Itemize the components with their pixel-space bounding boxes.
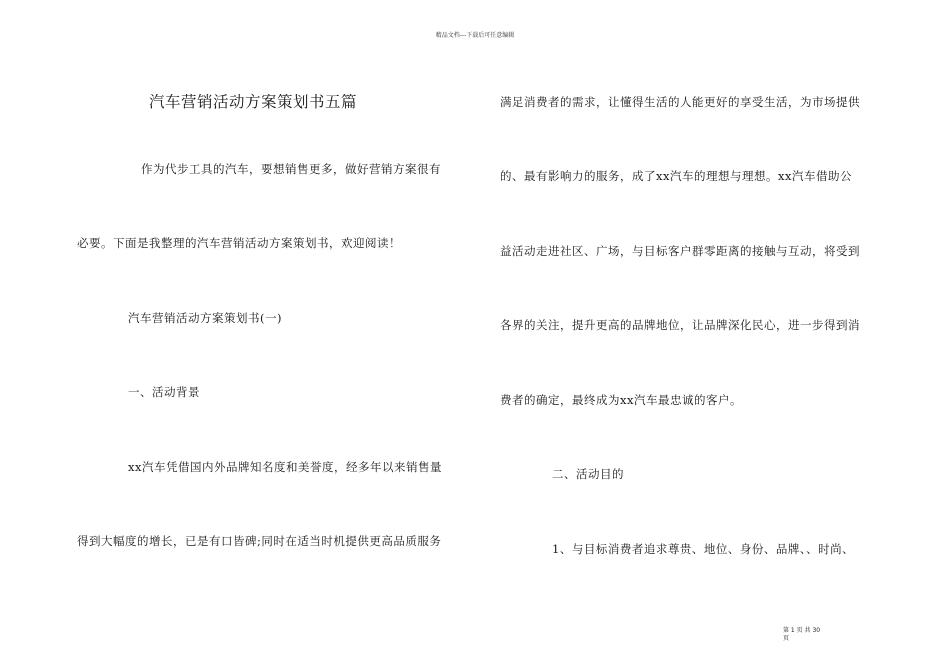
paragraph-line: 得到大幅度的增长，已是有口皆碑;同时在适当时机提供更高品质服务 <box>77 534 442 548</box>
paragraph-line: 费者的确定，最终成为xx汽车最忠诚的客户。 <box>500 393 742 407</box>
paragraph-line: 必要。下面是我整理的汽车营销活动方案策划书，欢迎阅读！ <box>77 236 401 250</box>
document-title: 汽车营销活动方案策划书五篇 <box>149 93 358 111</box>
section-heading: 一、活动背景 <box>128 385 200 399</box>
paragraph-line: 的、最有影响力的服务，成了xx汽车的理想与理想。xx汽车借助公 <box>500 169 852 183</box>
section-heading: 二、活动目的 <box>552 467 624 481</box>
paragraph-line: 益活动走进社区、广场，与目标客户群零距离的接触与互动，将受到 <box>500 244 860 258</box>
paragraph-line: 作为代步工具的汽车，要想销售更多，做好营销方案很有 <box>141 162 441 176</box>
paragraph-line: 各界的关注，提升更高的品牌地位，让品牌深化民心，进一步得到消 <box>500 318 860 332</box>
section-heading: 汽车营销活动方案策划书(一) <box>128 311 282 325</box>
paragraph-line: 1、与目标消费者追求尊贵、地位、身份、品牌、、时尚、 <box>552 542 855 556</box>
header-note: 精品文档---下载后可任意编辑 <box>435 32 515 39</box>
paragraph-line: xx汽车凭借国内外品牌知名度和美誉度，经多年以来销售量 <box>128 460 442 474</box>
paragraph-line: 满足消费者的需求，让懂得生活的人能更好的享受生活，为市场提供 <box>500 95 860 109</box>
page-number: 第 1 页 共 30 页 <box>783 627 821 642</box>
